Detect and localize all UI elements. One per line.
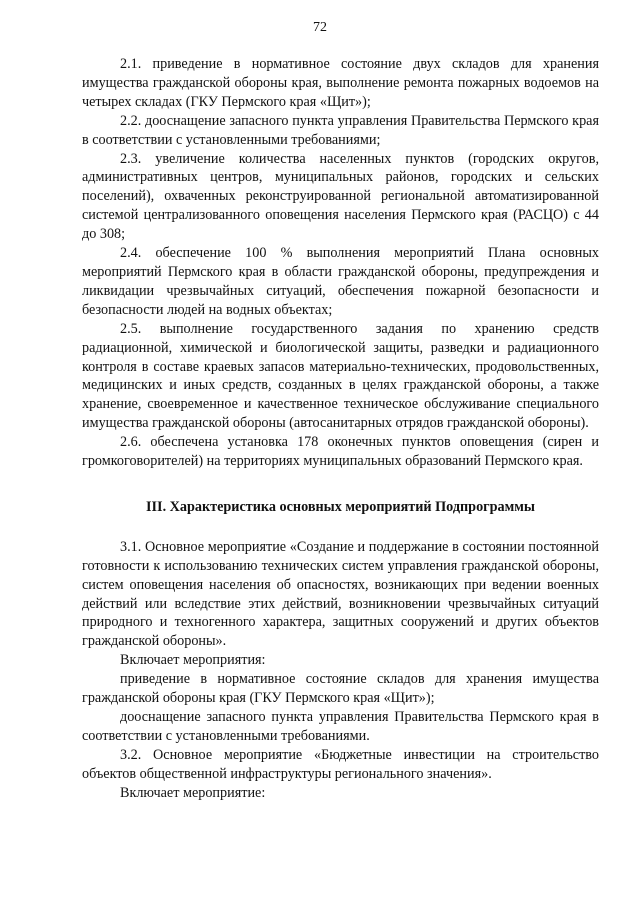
section-heading: III. Характеристика основных мероприятий Подпрограммы bbox=[146, 498, 535, 515]
document-body bbox=[82, 55, 599, 803]
paragraph-2-6: 2.6. обеспечена установка 178 оконечных пунктов оповещения (сирен и громкоговорителей) на территориях муниципальных образований Пермского края. bbox=[82, 434, 599, 470]
paragraph-2-1: 2.1. приведение в нормативное состояние двух складов для хранения имущества гражданской обороны края, выполнение ремонта пожарных водоемов на четырех складах (ГКУ Пермского края «Щит»); bbox=[82, 56, 599, 110]
paragraph-2-2: 2.2. дооснащение запасного пункта управления Правительства Пермского края в соответствии с установленными требованиями; bbox=[82, 112, 599, 148]
paragraph-3-1: 3.1. Основное мероприятие «Создание и поддержание в состоянии постоянной готовности к использованию технических систем управления гражданской обороны, систем оповещения населения об опасностях, возникающих при ведении военных действий или вследствие этих действий, возникновении чрезвычайных ситуаций природного и техногенного характера, защитных сооружений и других объектов гражданской обороны». bbox=[82, 538, 599, 650]
paragraph-warehouses: приведение в нормативное состояние складов для хранения имущества гражданской обороны края (ГКУ Пермского края «Щит»); bbox=[82, 671, 599, 707]
paragraph-includes-activity: Включает мероприятие: bbox=[120, 784, 266, 801]
page-number: 72 bbox=[313, 20, 327, 35]
paragraph-2-4: 2.4. обеспечение 100 % выполнения мероприятий Плана основных мероприятий Пермского края в области гражданской обороны, предупреждения и ликвидации чрезвычайных ситуаций, обеспечения пожарной безопасности и безопасности людей на водных объектах; bbox=[82, 245, 599, 318]
paragraph-includes-activities: Включает мероприятия: bbox=[120, 652, 266, 669]
paragraph-2-3: 2.3. увеличение количества населенных пунктов (городских округов, административных центров, муниципальных районов, городских и сельских поселений), охваченных реконструированной региональной автоматизированной системой централизованного оповещения населения Пермского края (РАСЦО) с 44 до 308; bbox=[82, 150, 599, 243]
paragraph-control-point: дооснащение запасного пункта управления Правительства Пермского края в соответствии с установленными требованиями. bbox=[82, 709, 599, 744]
paragraph-2-5: 2.5. выполнение государственного задания по хранению средств радиационной, химической и биологической защиты, разведки и радиационного контроля в составе краевых запасов материально-технических, продовольственных, медицинских и иных средств, созданных в целях гражданской обороны, а также хранение, своевременное и качественное техническое обслуживание специального имущества гражданской обороны (автосанитарных отрядов гражданской обороны). bbox=[82, 320, 599, 432]
paragraph-3-2: 3.2. Основное мероприятие «Бюджетные инвестиции на строительство объектов общественной инфраструктуры регионального значения». bbox=[82, 746, 599, 782]
